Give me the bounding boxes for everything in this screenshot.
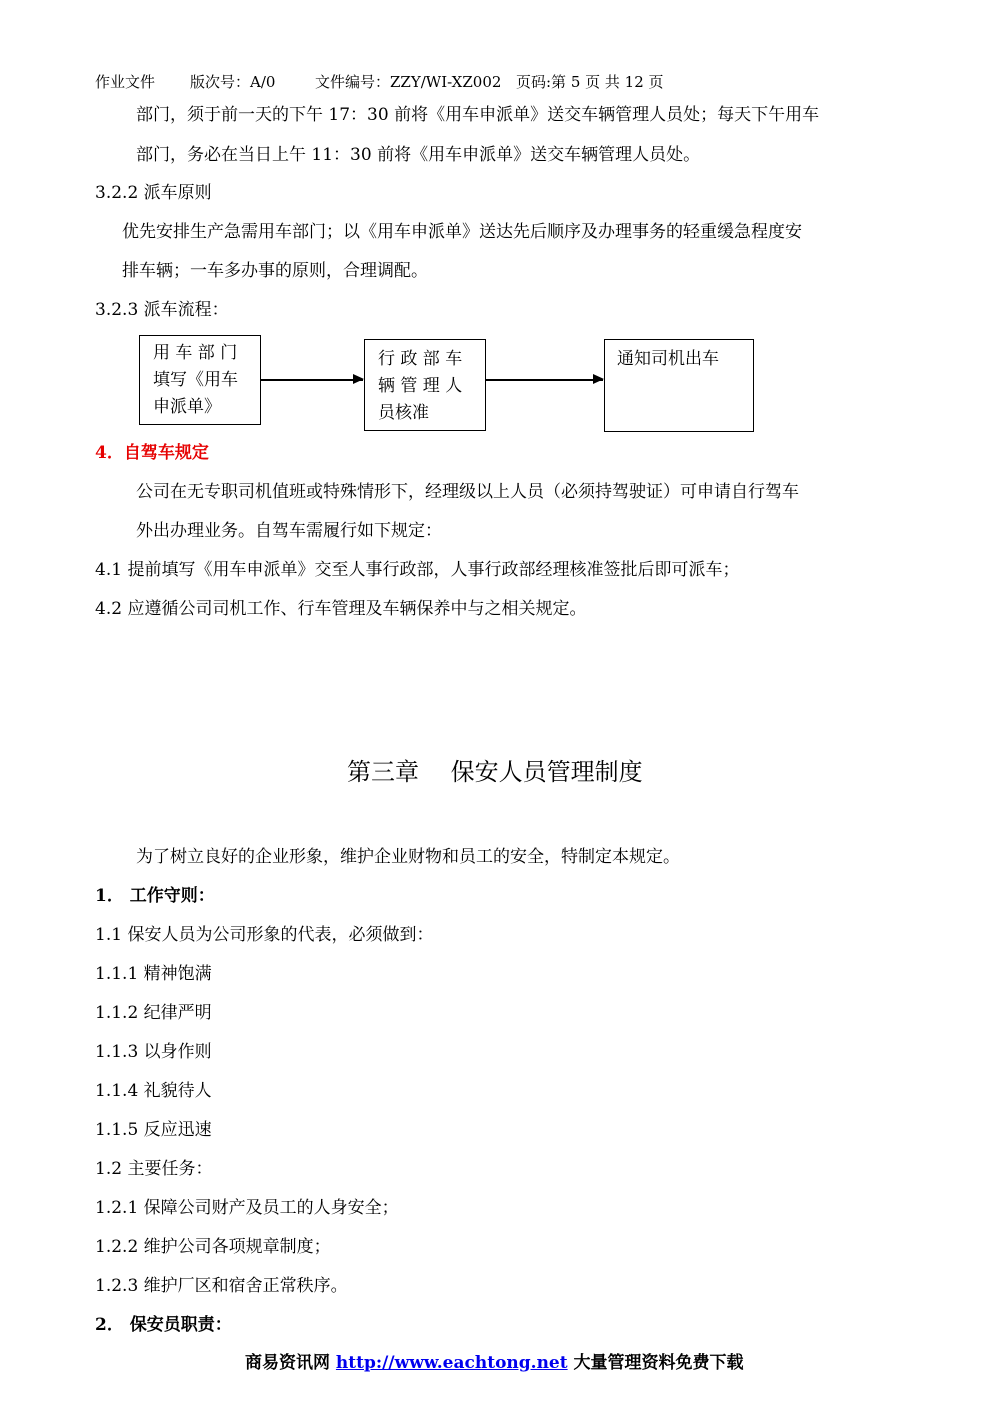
heading-3-2-2: 3.2.2 派车原则 xyxy=(95,183,212,203)
header-doc-type: 作业文件 xyxy=(95,73,156,91)
flow-arrow xyxy=(261,379,363,381)
item-1-2-3: 1.2.3 维护厂区和宿舍正常秩序。 xyxy=(95,1276,348,1296)
paragraph-line: 优先安排生产急需用车部门；以《用车申派单》送达先后顺序及办理事务的轻重缓急程度安 xyxy=(122,222,802,242)
flow-box-text: 行 政 部 车 xyxy=(378,349,463,369)
footer-slogan: 大量管理资料免费下载 xyxy=(573,1353,744,1373)
footer-url-link[interactable]: http://www.eachtong.net xyxy=(335,1353,568,1373)
flow-box-approve xyxy=(364,339,486,431)
flow-box-text: 通知司机出车 xyxy=(617,349,719,369)
item-4-2: 4.2 应遵循公司司机工作、行车管理及车辆保养中与之相关规定。 xyxy=(95,599,587,619)
header-version: 版次号：A/0 xyxy=(190,73,276,91)
header-page-number: 页码:第 5 页 共 12 页 xyxy=(516,73,664,91)
heading-work-rules: 1． 工作守则： xyxy=(95,886,215,906)
paragraph-line: 部门，务必在当日上午 11：30 前将《用车申派单》送交车辆管理人员处。 xyxy=(136,145,701,165)
item-1-1-2: 1.1.2 纪律严明 xyxy=(95,1003,212,1023)
chapter-intro: 为了树立良好的企业形象，维护企业财物和员工的安全，特制定本规定。 xyxy=(136,847,680,867)
item-4-1: 4.1 提前填写《用车申派单》交至人事行政部，人事行政部经理核准签批后即可派车； xyxy=(95,560,740,580)
item-1-2: 1.2 主要任务： xyxy=(95,1159,213,1179)
footer xyxy=(245,1353,744,1373)
flow-box-text: 辆 管 理 人 xyxy=(378,376,463,396)
paragraph-line: 外出办理业务。自驾车需履行如下规定： xyxy=(136,521,442,541)
chapter-title: 第三章 保安人员管理制度 xyxy=(347,758,643,786)
item-1-1-1: 1.1.1 精神饱满 xyxy=(95,964,212,984)
item-1-2-1: 1.2.1 保障公司财产及员工的人身安全； xyxy=(95,1198,399,1218)
flow-arrow xyxy=(486,379,603,381)
paragraph-line: 公司在无专职司机值班或特殊情形下，经理级以上人员（必须持驾驶证）可申请自行驾车 xyxy=(136,482,799,502)
header-doc-number: 文件编号：ZZY/WI-XZ002 xyxy=(315,73,502,91)
footer-site-name: 商易资讯网 xyxy=(245,1353,330,1373)
section-4-title: 4．自驾车规定 xyxy=(95,443,209,463)
flow-box-text: 员核准 xyxy=(378,403,429,423)
item-1-1-4: 1.1.4 礼貌待人 xyxy=(95,1081,212,1101)
item-1-2-2: 1.2.2 维护公司各项规章制度； xyxy=(95,1237,331,1257)
flow-box-text: 填写《用车 xyxy=(153,370,238,390)
heading-guard-duties: 2． 保安员职责： xyxy=(95,1315,232,1335)
item-1-1-3: 1.1.3 以身作则 xyxy=(95,1042,212,1062)
paragraph-line: 部门，须于前一天的下午 17：30 前将《用车申派单》送交车辆管理人员处；每天下午用车 xyxy=(136,105,820,125)
paragraph-line: 排车辆；一车多办事的原则，合理调配。 xyxy=(122,261,428,281)
heading-3-2-3: 3.2.3 派车流程： xyxy=(95,300,229,320)
item-1-1-5: 1.1.5 反应迅速 xyxy=(95,1120,212,1140)
flow-box-text: 用 车 部 门 xyxy=(153,343,238,363)
item-1-1: 1.1 保安人员为公司形象的代表，必须做到： xyxy=(95,925,434,945)
flow-box-text: 申派单》 xyxy=(153,397,221,417)
flow-box-request xyxy=(139,335,261,425)
flow-box-notify-driver xyxy=(604,339,754,432)
